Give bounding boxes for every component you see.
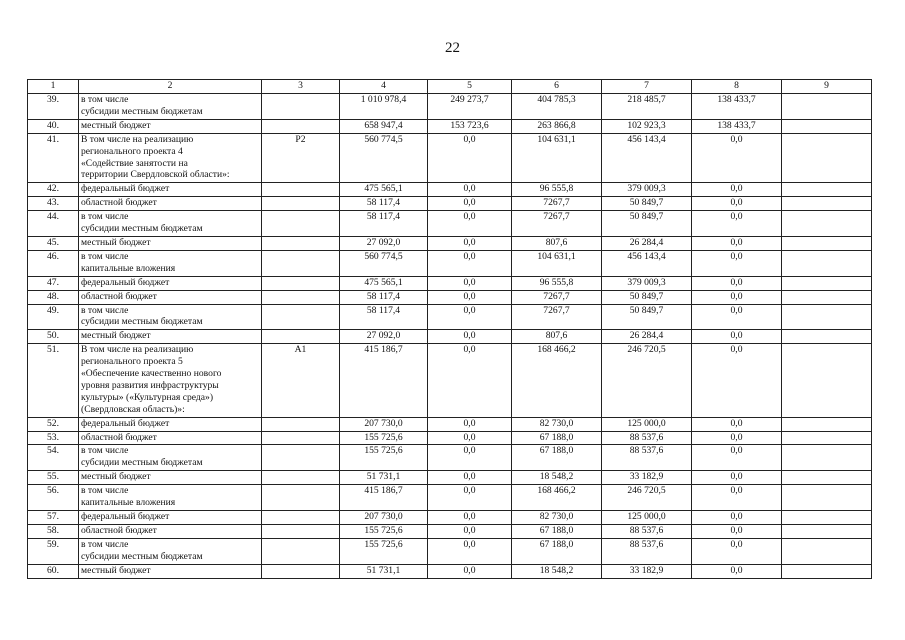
row-code [262,211,340,237]
value-col-9 [782,276,872,290]
row-number: 52. [28,417,79,431]
value-year-4: 0,0 [692,485,782,511]
value-total: 560 774,5 [340,133,428,183]
value-year-1: 0,0 [428,290,512,304]
table-row [28,538,872,564]
value-year-4: 0,0 [692,445,782,471]
value-year-3: 33 182,9 [602,471,692,485]
value-year-3: 88 537,6 [602,431,692,445]
value-year-3: 88 537,6 [602,524,692,538]
row-number: 49. [28,304,79,330]
table-header-row [28,80,872,94]
row-number: 50. [28,330,79,344]
value-col-9 [782,485,872,511]
value-year-4: 0,0 [692,290,782,304]
value-total: 415 186,7 [340,344,428,417]
value-year-2: 807,6 [512,236,602,250]
value-year-4: 0,0 [692,211,782,237]
value-col-9 [782,236,872,250]
table-row [28,445,872,471]
value-year-2: 7267,7 [512,304,602,330]
value-year-2: 807,6 [512,330,602,344]
table-row [28,417,872,431]
value-year-2: 96 555,8 [512,183,602,197]
row-number: 47. [28,276,79,290]
value-col-9 [782,183,872,197]
value-year-3: 456 143,4 [602,250,692,276]
row-name: федеральный бюджет [79,183,262,197]
value-year-4: 0,0 [692,330,782,344]
table-row [28,431,872,445]
value-col-9 [782,290,872,304]
value-col-9 [782,431,872,445]
row-name: федеральный бюджет [79,511,262,525]
value-year-4: 0,0 [692,344,782,417]
value-year-1: 0,0 [428,564,512,578]
value-col-9 [782,330,872,344]
row-code [262,119,340,133]
value-total: 58 117,4 [340,211,428,237]
value-col-9 [782,538,872,564]
value-year-4: 0,0 [692,417,782,431]
value-year-3: 50 849,7 [602,211,692,237]
table-row [28,197,872,211]
row-number: 53. [28,431,79,445]
row-number: 54. [28,445,79,471]
row-number: 46. [28,250,79,276]
budget-table [27,79,872,579]
row-name: местный бюджет [79,119,262,133]
row-name: в том числе субсидии местным бюджетам [79,538,262,564]
row-name: в том числе капитальные вложения [79,250,262,276]
row-code [262,236,340,250]
row-code [262,471,340,485]
row-name: местный бюджет [79,471,262,485]
column-header: 7 [602,80,692,94]
value-year-4: 0,0 [692,276,782,290]
table-row [28,304,872,330]
value-total: 207 730,0 [340,511,428,525]
value-year-3: 50 849,7 [602,290,692,304]
row-name: в том числе капитальные вложения [79,485,262,511]
table-row [28,524,872,538]
row-number: 60. [28,564,79,578]
value-year-4: 0,0 [692,431,782,445]
table-row [28,511,872,525]
value-total: 27 092,0 [340,236,428,250]
value-total: 658 947,4 [340,119,428,133]
value-total: 51 731,1 [340,471,428,485]
row-code [262,94,340,120]
row-number: 48. [28,290,79,304]
value-year-2: 18 548,2 [512,471,602,485]
value-year-2: 7267,7 [512,211,602,237]
value-year-4: 0,0 [692,236,782,250]
column-header: 4 [340,80,428,94]
value-year-1: 0,0 [428,276,512,290]
table-row [28,276,872,290]
value-col-9 [782,511,872,525]
table-row [28,236,872,250]
value-total: 51 731,1 [340,564,428,578]
value-year-2: 168 466,2 [512,344,602,417]
row-name: федеральный бюджет [79,276,262,290]
value-year-1: 249 273,7 [428,94,512,120]
table-row [28,211,872,237]
value-year-1: 0,0 [428,485,512,511]
value-year-2: 18 548,2 [512,564,602,578]
value-year-1: 0,0 [428,197,512,211]
value-total: 475 565,1 [340,276,428,290]
row-code [262,304,340,330]
column-header: 8 [692,80,782,94]
value-year-4: 0,0 [692,250,782,276]
value-year-1: 0,0 [428,538,512,564]
table-row [28,471,872,485]
value-year-2: 82 730,0 [512,511,602,525]
row-number: 55. [28,471,79,485]
value-year-4: 0,0 [692,304,782,330]
value-total: 415 186,7 [340,485,428,511]
value-total: 27 092,0 [340,330,428,344]
table-row [28,250,872,276]
row-name: местный бюджет [79,236,262,250]
row-name: областной бюджет [79,290,262,304]
value-year-1: 0,0 [428,211,512,237]
value-year-3: 50 849,7 [602,304,692,330]
value-col-9 [782,211,872,237]
value-col-9 [782,524,872,538]
value-year-2: 104 631,1 [512,133,602,183]
value-col-9 [782,304,872,330]
row-code [262,524,340,538]
value-total: 155 725,6 [340,431,428,445]
row-code [262,445,340,471]
column-header: 2 [79,80,262,94]
row-number: 57. [28,511,79,525]
value-col-9 [782,133,872,183]
value-year-2: 96 555,8 [512,276,602,290]
value-year-2: 7267,7 [512,290,602,304]
value-col-9 [782,417,872,431]
table-row [28,133,872,183]
row-name: областной бюджет [79,197,262,211]
value-total: 155 725,6 [340,538,428,564]
value-year-1: 0,0 [428,304,512,330]
value-year-4: 138 433,7 [692,119,782,133]
row-name: местный бюджет [79,330,262,344]
row-name: в том числе субсидии местным бюджетам [79,304,262,330]
row-name: в том числе субсидии местным бюджетам [79,445,262,471]
value-year-3: 218 485,7 [602,94,692,120]
value-year-3: 33 182,9 [602,564,692,578]
value-year-3: 125 000,0 [602,417,692,431]
value-total: 58 117,4 [340,304,428,330]
table-row [28,183,872,197]
value-total: 207 730,0 [340,417,428,431]
row-code [262,511,340,525]
value-year-3: 50 849,7 [602,197,692,211]
value-col-9 [782,250,872,276]
value-total: 155 725,6 [340,445,428,471]
value-year-4: 0,0 [692,183,782,197]
row-name: в том числе субсидии местным бюджетам [79,211,262,237]
column-header: 1 [28,80,79,94]
page-number: 22 [445,40,460,56]
value-year-4: 138 433,7 [692,94,782,120]
value-year-3: 246 720,5 [602,344,692,417]
row-name: в том числе субсидии местным бюджетам [79,94,262,120]
row-number: 39. [28,94,79,120]
row-number: 59. [28,538,79,564]
value-year-1: 0,0 [428,417,512,431]
value-year-2: 7267,7 [512,197,602,211]
value-year-3: 88 537,6 [602,445,692,471]
row-code [262,485,340,511]
row-code [262,197,340,211]
value-year-3: 456 143,4 [602,133,692,183]
value-total: 1 010 978,4 [340,94,428,120]
value-year-1: 0,0 [428,250,512,276]
value-year-1: 153 723,6 [428,119,512,133]
value-total: 475 565,1 [340,183,428,197]
value-year-3: 102 923,3 [602,119,692,133]
row-number: 44. [28,211,79,237]
table-row [28,344,872,417]
column-header: 3 [262,80,340,94]
value-year-4: 0,0 [692,511,782,525]
value-year-2: 67 188,0 [512,445,602,471]
value-col-9 [782,94,872,120]
row-number: 41. [28,133,79,183]
value-year-4: 0,0 [692,538,782,564]
table-row [28,290,872,304]
value-year-1: 0,0 [428,524,512,538]
value-total: 560 774,5 [340,250,428,276]
value-year-4: 0,0 [692,133,782,183]
value-year-4: 0,0 [692,564,782,578]
value-col-9 [782,445,872,471]
value-total: 58 117,4 [340,197,428,211]
value-year-3: 246 720,5 [602,485,692,511]
value-total: 155 725,6 [340,524,428,538]
row-number: 51. [28,344,79,417]
table-row [28,485,872,511]
table-row [28,119,872,133]
value-year-2: 263 866,8 [512,119,602,133]
value-year-3: 379 009,3 [602,183,692,197]
value-year-2: 67 188,0 [512,524,602,538]
table-row [28,94,872,120]
value-col-9 [782,344,872,417]
value-year-2: 168 466,2 [512,485,602,511]
row-code [262,183,340,197]
value-col-9 [782,564,872,578]
value-year-3: 125 000,0 [602,511,692,525]
row-code [262,564,340,578]
row-name: местный бюджет [79,564,262,578]
row-number: 56. [28,485,79,511]
row-name: областной бюджет [79,431,262,445]
row-number: 42. [28,183,79,197]
row-code: А1 [262,344,340,417]
row-name: В том числе на реализацию регионального проекта 4 «Содействие занятости на территории Свердловской области»: [79,133,262,183]
row-number: 58. [28,524,79,538]
value-year-1: 0,0 [428,431,512,445]
value-year-2: 82 730,0 [512,417,602,431]
column-header: 5 [428,80,512,94]
value-year-1: 0,0 [428,445,512,471]
table-row [28,564,872,578]
row-code [262,330,340,344]
value-total: 58 117,4 [340,290,428,304]
value-year-1: 0,0 [428,471,512,485]
value-col-9 [782,197,872,211]
value-year-2: 67 188,0 [512,431,602,445]
value-year-3: 26 284,4 [602,330,692,344]
value-year-4: 0,0 [692,471,782,485]
value-year-2: 104 631,1 [512,250,602,276]
value-year-1: 0,0 [428,183,512,197]
value-year-2: 404 785,3 [512,94,602,120]
value-year-4: 0,0 [692,197,782,211]
column-header: 6 [512,80,602,94]
table-row [28,330,872,344]
row-code [262,538,340,564]
value-col-9 [782,119,872,133]
value-year-3: 88 537,6 [602,538,692,564]
row-number: 40. [28,119,79,133]
value-year-2: 67 188,0 [512,538,602,564]
value-year-3: 379 009,3 [602,276,692,290]
value-year-1: 0,0 [428,511,512,525]
row-name: федеральный бюджет [79,417,262,431]
row-code [262,290,340,304]
row-code [262,431,340,445]
row-name: В том числе на реализацию регионального проекта 5 «Обеспечение качественно нового уровня развития инфраструктуры культуры» («Культурная среда») (Свердловская область)»: [79,344,262,417]
row-number: 43. [28,197,79,211]
value-year-1: 0,0 [428,330,512,344]
row-code: Р2 [262,133,340,183]
row-name: областной бюджет [79,524,262,538]
value-year-1: 0,0 [428,236,512,250]
row-code [262,250,340,276]
row-code [262,276,340,290]
value-year-1: 0,0 [428,344,512,417]
value-col-9 [782,471,872,485]
column-header: 9 [782,80,872,94]
value-year-1: 0,0 [428,133,512,183]
value-year-3: 26 284,4 [602,236,692,250]
row-code [262,417,340,431]
value-year-4: 0,0 [692,524,782,538]
row-number: 45. [28,236,79,250]
